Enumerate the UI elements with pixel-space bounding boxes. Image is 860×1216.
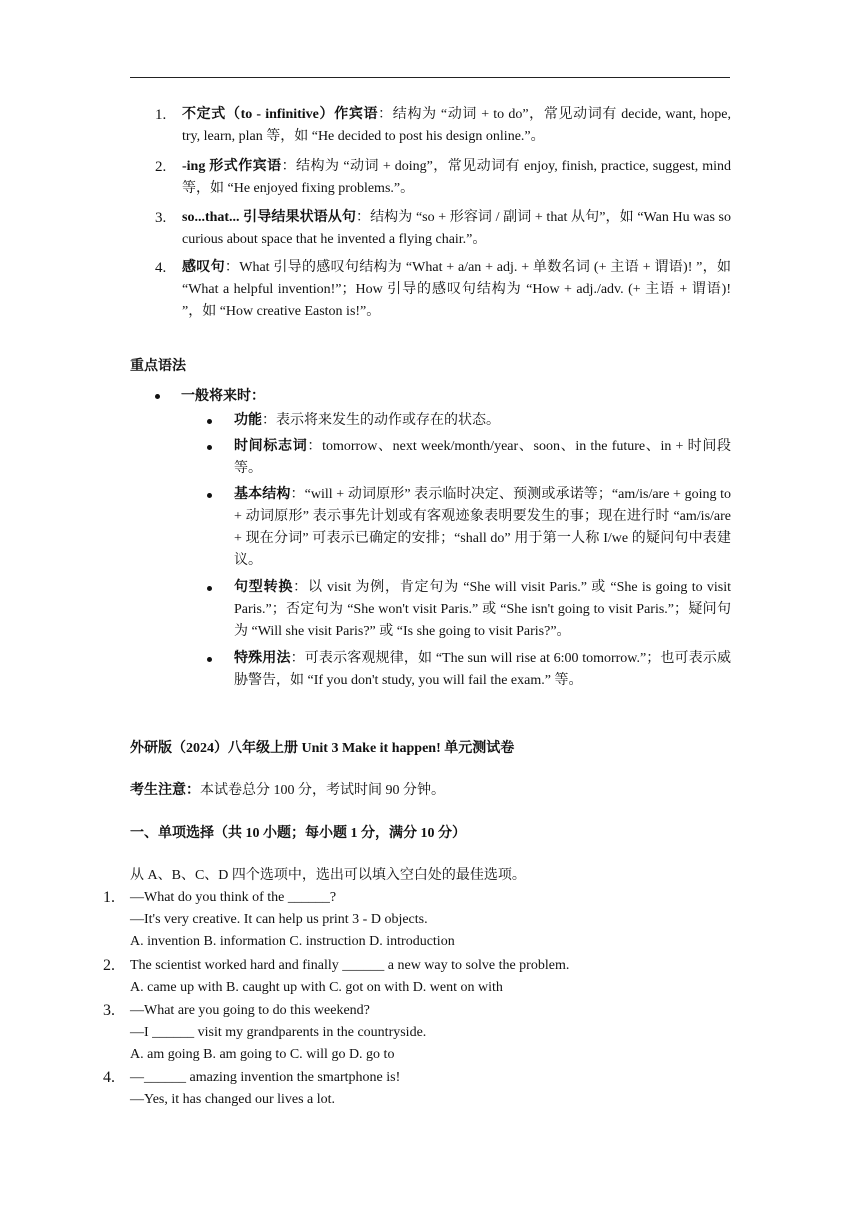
question-line: —What are you going to do this weekend? [130, 1003, 370, 1018]
bullet-icon [207, 586, 212, 591]
grammar-term: 基本结构 [234, 487, 291, 502]
grammar-heading: 重点语法 [130, 359, 186, 374]
question-line: —What do you think of the ______? [130, 890, 337, 905]
list-term: -ing 形式作宾语 [182, 159, 282, 174]
header-rule [130, 77, 730, 78]
notice-label: 考生注意： [130, 783, 200, 798]
list-number: 1. [155, 107, 167, 123]
bullet-icon [207, 657, 212, 662]
list-text: ：What 引导的感叹句结构为 “What + a/an + adj. + 单数名词 (+ 主语 + 谓语)! ”，如 “What a helpful invention!”；How 引导的感叹句结构为 “How + adj./adv. (+ 主语 + 谓语)! ”，如 “How creative Easton is!”。 [182, 260, 731, 319]
grammar-text: ：可表示客观规律，如 “The sun will rise at 6:00 tomorrow.”；也可表示威胁警告，如 “If you don't study, you will fail the exam.” 等。 [234, 651, 731, 688]
list-item [155, 156, 731, 200]
list-number: 4. [155, 260, 167, 276]
list-number: 2. [155, 159, 167, 175]
grammar-text: ：tomorrow、next week/month/year、soon、in the future、in + 时间段等。 [234, 439, 731, 476]
question [103, 955, 723, 999]
list-term: so...that... 引导结果状语从句 [182, 210, 356, 225]
list-item [155, 257, 731, 323]
list-text: ：结构为 “so + 形容词 / 副词 + that 从句”，如 “Wan Hu was so curious about space that he invented a flying chair.”。 [182, 210, 731, 247]
section-heading: 一、单项选择（共 10 小题；每小题 1 分，满分 10 分） [130, 826, 466, 841]
list-item [155, 207, 731, 251]
list-text: ：结构为 “动词 + to do”，常见动词有 decide, want, hope, try, learn, plan 等，如 “He decided to post his design online.”。 [182, 107, 731, 144]
question [103, 1000, 723, 1066]
section-instructions: 从 A、B、C、D 四个选项中，选出可以填入空白处的最佳选项。 [130, 868, 526, 883]
question-line: —______ amazing invention the smartphone is! [130, 1070, 401, 1085]
grammar-item [207, 410, 731, 432]
question-options: A. am going B. am going to C. will go D. go to [130, 1047, 395, 1062]
exam-title: 外研版（2024）八年级上册 Unit 3 Make it happen! 单元测试卷 [130, 741, 515, 756]
grammar-text: ：“will + 动词原形” 表示临时决定、预测或承诺等；“am/is/are + going to + 动词原形” 表示事先计划或有客观迹象表明要发生的事；现在进行时 “am/is/are + 现在分词” 可表示已确定的安排；“shall do” 用于第一人称 I/we 的疑问句中表建议。 [234, 487, 731, 568]
exam-notice [130, 779, 445, 799]
question [103, 1067, 723, 1111]
grammar-item [207, 436, 731, 480]
grammar-topic-label: 一般将来时： [181, 389, 265, 404]
question-options: A. invention B. information C. instruction D. introduction [130, 934, 455, 949]
question [103, 887, 723, 953]
question-line: —I ______ visit my grandparents in the countryside. [130, 1025, 427, 1040]
question-number: 1. [103, 889, 115, 906]
grammar-item [207, 484, 731, 572]
list-number: 3. [155, 210, 167, 226]
question-number: 3. [103, 1002, 115, 1019]
notice-text: 本试卷总分 100 分，考试时间 90 分钟。 [200, 783, 445, 798]
grammar-text: ：表示将来发生的动作或存在的状态。 [262, 413, 500, 428]
grammar-term: 特殊用法 [234, 651, 291, 666]
bullet-icon [207, 493, 212, 498]
question-line: —Yes, it has changed our lives a lot. [130, 1092, 336, 1107]
question-number: 4. [103, 1069, 115, 1086]
grammar-term: 句型转换 [234, 580, 294, 595]
question-options: A. came up with B. caught up with C. got on with D. went on with [130, 980, 503, 995]
grammar-topic [155, 386, 265, 408]
list-term: 不定式（to - infinitive）作宾语 [182, 107, 379, 122]
question-number: 2. [103, 957, 115, 974]
question-line: The scientist worked hard and finally ______ a new way to solve the problem. [130, 958, 570, 973]
list-text: ：结构为 “动词 + doing”，常见动词有 enjoy, finish, practice, suggest, mind 等，如 “He enjoyed fixing problems.”。 [182, 159, 731, 196]
bullet-icon [155, 394, 160, 399]
grammar-item [207, 648, 731, 692]
question-line: —It's very creative. It can help us print 3 - D objects. [130, 912, 428, 927]
bullet-icon [207, 419, 212, 424]
grammar-item [207, 577, 731, 643]
grammar-text: ：以 visit 为例，肯定句为 “She will visit Paris.” 或 “She is going to visit Paris.”；否定句为 “She won't visit Paris.” 或 “She isn't going to visit Paris.”；疑问句为 “Will she visit Paris?” 或 “Is she going to visit Paris?”。 [234, 580, 731, 639]
list-term: 感叹句 [182, 260, 225, 275]
grammar-term: 功能 [234, 413, 262, 428]
bullet-icon [207, 445, 212, 450]
list-item [155, 104, 731, 148]
grammar-term: 时间标志词 [234, 439, 308, 454]
